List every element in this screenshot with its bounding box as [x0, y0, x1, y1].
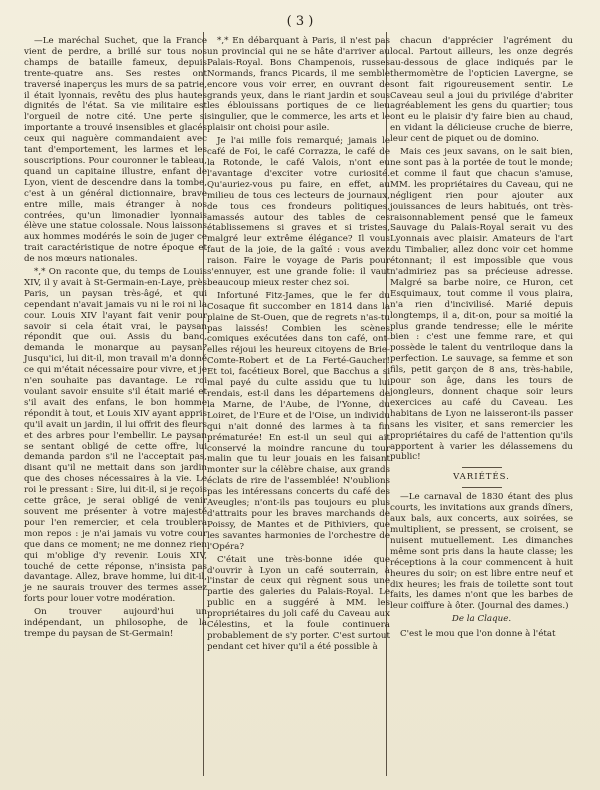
article-cafe-souterrain: C'était une très-bonne idée que d'ouvrir à Lyon un café souterrain, à l'instar de ceux qui règnent sous une partie des galeries du Palais-Royal. Le public en a suggéré à MM. les propriétaires du joli café du Caveau aux Célestins, et la foule continuera probablement de s'y porter. C'est surtout pendant cet hiver qu'il a été possible à — [207, 554, 390, 652]
page-number: ( 3 ) — [286, 14, 314, 29]
article-claque-start: C'est le mou que l'on donne à l'état — [400, 629, 556, 640]
article-suchet: —Le maréchal Suchet, que la France vient de perdre, a brillé sur tous nos champs de bataille fameux, depuis trente-quatre ans. Ses restes ont traversé inaperçus les murs de sa patrie, il était lyonnais, revêtu des plus hautes dignités de l'état. Sa vie militaire est l'orgueil de notre cité. Une perte si importante a trouvé insensibles et glacés ceux qui naguère commandaient avec tant d'emportement, les larmes et les souscriptions. Pour couronner le tableau, quand un capitaine illustre, enfant de Lyon, vient de descendre dans la tombe, c'est à un général dictionnaire, brave entre mille, mais étranger à nos contrées, qu'un limonadier lyonnais élève une statue colossale. Nous laissons aux hommes modérés le soin de juger ce trait caractéristique de notre époque et de nos mœurs nationales. — [24, 36, 207, 265]
article-fitz-james: Infortuné Fitz-James, que le fer du Cosaque fit succomber en 1814 dans la plaine de St-Ouen, que de regrets n'as-tu pas laissés! Combien les scènes comiques exécutées dans ton café, ont-elles réjoui les heureux citoyens de Brie-Comte-Robert et de La Ferté-Gaucher! Et toi, facétieux Borel, que Bacchus a si mal payé du culte assidu que tu lui rendais, est-il dans les départemens de la Marne, de l'Aube, de l'Yonne, du Loiret, de l'Eure et de l'Oise, un individu qui n'ait donné des larmes à ta fin prématurée! En est-il un seul qui ait conservé la moindre rancune du tour malin que tu leur jouais en les faisant monter sur la célèbre chaise, aux grands éclats de rire de l'assemblée! N'oublions pas les intéressans concerts du café des Aveugles; n'ont-ils pas toujours eu plus d'attraits pour les braves marchands de Poissy, de Mantes et de Pithiviers, que les savantes harmonies de l'orchestre de l'Opéra? — [207, 290, 390, 552]
section-divider — [462, 487, 502, 488]
article-louis-xiv-conclusion: On trouver aujourd'hui un indépendant, un philosophe, de la trempe du paysan de St-Germain! — [24, 607, 207, 639]
column-left — [24, 36, 207, 642]
article-signature: De la Claque. — [451, 614, 512, 625]
article-caveau-continued: chacun d'apprécier l'agrément du local. Partout ailleurs, les onze degrés au-dessous de glace indiqués par le thermomètre de l'opticien Lavergne, se sont fait rigoureusement sentir. Le Caveau seul a joui du privilége d'abriter agréablement les gens du quartier; tous ont eu le plaisir d'y faire bien au chaud, en vidant la délicieuse cruche de bierre, leur cent de piquet ou de domino. — [390, 36, 573, 145]
column-middle — [207, 36, 390, 655]
article-carnaval: —Le carnaval de 1830 étant des plus courts, les invitations aux grands dîners, aux bals, aux concerts, aux soirées, se multiplient, se pressent, se croisent, se nuisent mutuellement. Les dimanches même sont pris dans la haute classe; les réceptions à la cour commencent à huit heures du soir; on est libre entre neuf et dix heures; les frais de toilette sont tout faits, les dames n'ont que les barbes de leur coiffure à ôter. (Journal des dames.) — [390, 492, 573, 612]
article-palais-royal: *,* En débarquant à Paris, il n'est pas un provincial qui ne se hâte d'arriver au Palais-Royal. Bons Champenois, russes Normands, francs Picards, il me semble encore vous voir errer, en ouvrant de grands yeux, dans le riant jardin et sous les éblouissans portiques de ce lieu singulier, que le commerce, les arts et le plaisir ont choisi pour asile. — [207, 36, 390, 134]
section-divider — [462, 467, 502, 468]
article-paris-cafes: Je l'ai mille fois remarqué; jamais le café de Foi, le café Corrazza, le café de la Rotonde, le café Valois, n'ont eu l'avantage d'exciter votre curiosité. Qu'auriez-vous pu faire, en effet, au milieu de tous ces lecteurs de journaux, de tous ces frondeurs politiques, amassés autour des tables de ces établissemens si graves et si tristes, malgré leur extrême élégance? Il vous faut de la joie, de la gaîté : vous avez raison. Faire le voyage de Paris pour s'ennuyer, est une grande folie: il vaut beaucoup mieux rester chez soi. — [207, 136, 390, 288]
section-heading-varietes: VARIÉTÉS. — [453, 472, 510, 483]
article-louis-xiv-peasant: *,* On raconte que, du temps de Louis XIV, il y avait à St-Germain-en-Laye, près Paris, un paysan très-âgé, et qui cependant n'avait jamais vu ni le roi ni la cour. Louis XIV l'ayant fait venir pour savoir si cela était vrai, le paysan répondit que oui. Assis du banc, demanda le monarque au paysan? Jusqu'ici, lui dit-il, mon travail m'a donné ce qui m'était nécessaire pour vivre, et je n'en souhaite pas davantage. Le roi voulant savoir ensuite s'il était marié et s'il avait des enfans, le bon homme répondit à tout, et Louis XIV ayant appris qu'il avait un jardin, il lui offrit des fleurs et des arbres pour l'embellir. Le paysan se sentant obligé de cette offre, lui demanda pardon s'il ne l'acceptait pas, disant qu'il ne mettait dans son jardin que des choses nécessaires à la vie. Le roi le pressant : Sire, lui dit-il, si je reçois cette grâce, je serai obligé de venir souvent me présenter à votre majesté pour l'en remercier, et cela troublera mon repos : je n'ai jamais vu votre cour que dans ce moment; ne me donnez rien qui m'oblige d'y revenir. Louis XIV, touché de cette réponse, n'insista pas davantage. Allez, brave homme, lui dit-il, je ne saurais trouver des termes assez forts pour louer votre modération. — [24, 267, 207, 605]
column-right — [390, 36, 573, 642]
article-sauvage: Mais ces jeux savans, on le sait bien, ne sont pas à la portée de tout le monde; et comme il faut que chacun s'amuse, MM. les propriétaires du Caveau, qui ne négligent rien pour ajouter aux jouissances de leurs habitués, ont très-raisonnablement pensé que le fameux Sauvage du Palais-Royal serait vu des Lyonnais avec plaisir. Amateurs de l'art du Timbalier, allez donc voir cet homme étonnant; il est impossible que vous n'admiriez pas sa précieuse adresse. Malgré sa barbe noire, ce Huron, cet Esquimaux, tout comme il vous plaira, n'a rien d'incivilisé. Marié depuis longtemps, il a, dit-on, pour sa moitié la plus grande tendresse; elle le mérite bien : c'est une femme rare, et qui possède le talent du ventriloque dans la perfection. Le sauvage, sa femme et son fils, petit garçon de 8 ans, très-habile, pour son âge, dans les tours de jongleurs, donnent chaque soir leurs exercices au café du Caveau. Les habitans de Lyon ne laisseront-ils passer sans les visiter, et sans remercier les propriétaires du café de l'attention qu'ils apportent à varier les délassemens du public! — [390, 147, 573, 463]
